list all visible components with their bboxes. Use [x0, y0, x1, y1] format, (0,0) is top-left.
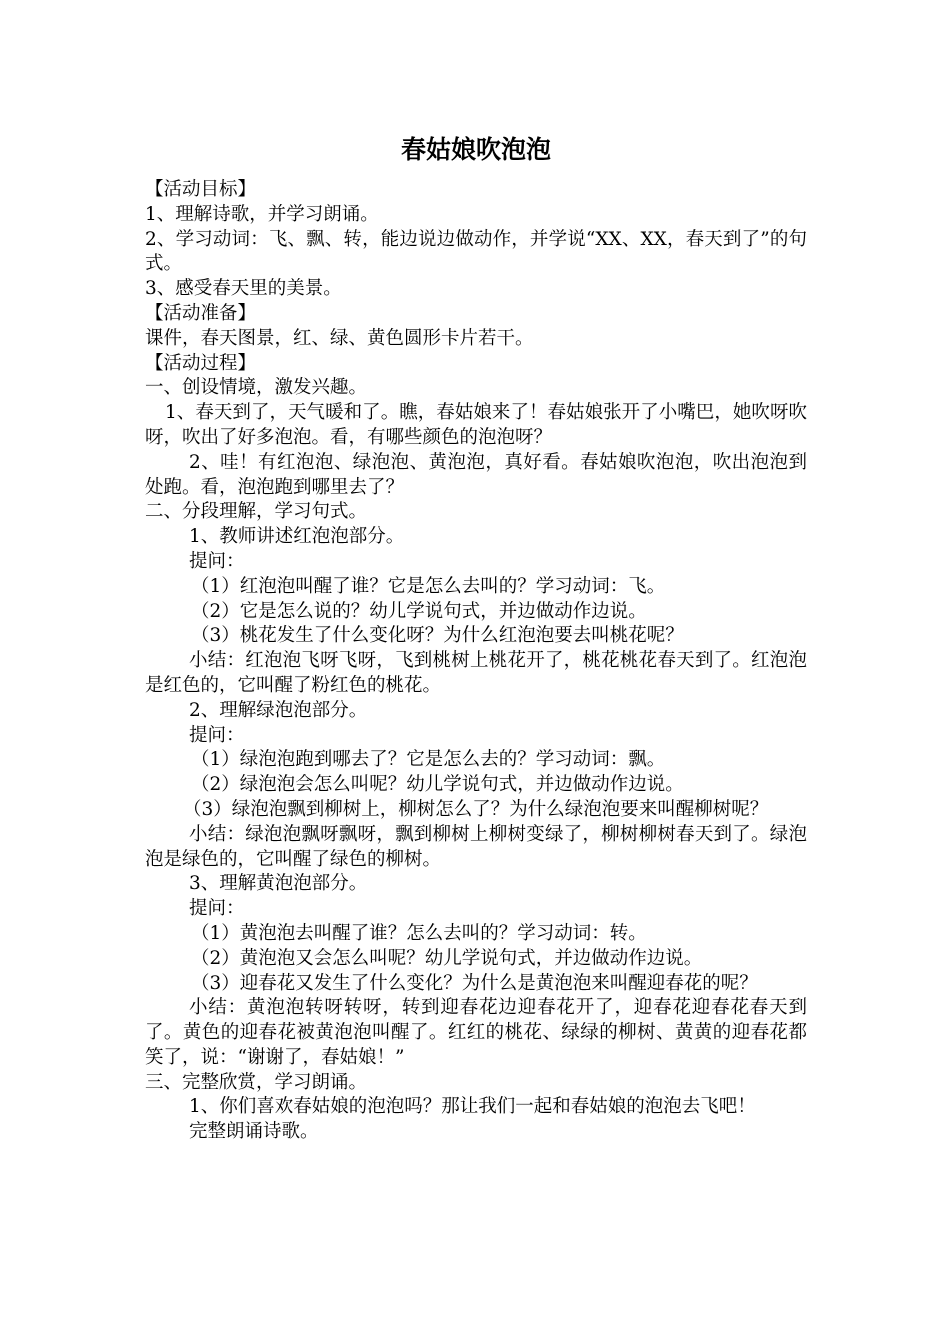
paragraph: 提问：	[189, 898, 245, 920]
paragraph: 二、分段理解，学习句式。	[145, 501, 368, 523]
paragraph: 3、感受春天里的美景。	[145, 278, 342, 300]
paragraph: （1）红泡泡叫醒了谁？它是怎么去叫的？学习动词：飞。	[191, 575, 666, 597]
document-title: 春姑娘吹泡泡	[400, 135, 551, 164]
paragraph: 课件，春天图景，红、绿、黄色圆形卡片若干。	[145, 327, 534, 349]
paragraph: （1）绿泡泡跑到哪去了？它是怎么去的？学习动词：飘。	[191, 749, 666, 771]
paragraph: 完整朗诵诗歌。	[189, 1121, 319, 1143]
paragraph: 【活动过程】	[145, 352, 257, 374]
paragraph: 【活动准备】	[145, 302, 257, 324]
paragraph: 三、完整欣赏，学习朗诵。	[145, 1071, 368, 1093]
paragraph: （3）桃花发生了什么变化呀？为什么红泡泡要去叫桃花呢？	[191, 625, 684, 647]
paragraph: 小结：红泡泡飞呀飞呀，飞到桃树上桃花开了，桃花桃花春天到了。红泡泡是红色的，它叫醒了粉红色的桃花。	[145, 650, 807, 696]
paragraph: 2、理解绿泡泡部分。	[189, 699, 368, 721]
paragraph: 小结：黄泡泡转呀转呀，转到迎春花边迎春花开了，迎春花迎春花春天到了。黄色的迎春花被黄泡泡叫醒了。红红的桃花、绿绿的柳树、黄黄的迎春花都笑了，说：“谢谢了，春姑娘！”	[145, 997, 807, 1068]
paragraph: 1、理解诗歌，并学习朗诵。	[145, 203, 379, 225]
paragraph: （2）黄泡泡又会怎么叫呢？幼儿学说句式，并边做动作边说。	[191, 947, 703, 969]
document-page	[145, 128, 807, 1145]
paragraph: （1）黄泡泡去叫醒了谁？怎么去叫的？学习动词：转。	[191, 922, 647, 944]
paragraph: 小结：绿泡泡飘呀飘呀，飘到柳树上柳树变绿了，柳树柳树春天到了。绿泡泡是绿色的，它叫醒了绿色的柳树。	[145, 823, 807, 870]
paragraph: 2、哇！有红泡泡、绿泡泡、黄泡泡，真好看。春姑娘吹泡泡，吹出泡泡到处跑。看，泡泡跑到哪里去了？	[145, 451, 807, 498]
paragraph: （2）绿泡泡会怎么叫呢？幼儿学说句式，并边做动作边说。	[191, 774, 684, 796]
paragraph: 提问：	[189, 550, 245, 572]
paragraph: 一、创设情境，激发兴趣。	[145, 377, 368, 399]
paragraph: （2）它是怎么说的？幼儿学说句式，并边做动作边说。	[191, 600, 647, 622]
paragraph: 2、学习动词：飞、飘、转，能边说边做动作，并学说“XX、XX，春天到了”的句式。	[145, 228, 807, 275]
paragraph: 提问：	[189, 724, 245, 746]
paragraph: （3）迎春花又发生了什么变化？为什么是黄泡泡来叫醒迎春花的呢？	[191, 972, 758, 994]
document-body	[145, 178, 807, 1145]
paragraph: 1、教师讲述红泡泡部分。	[189, 526, 405, 548]
paragraph: 1、你们喜欢春姑娘的泡泡吗？那让我们一起和春姑娘的泡泡去飞吧！	[189, 1096, 756, 1118]
paragraph: 3、理解黄泡泡部分。	[189, 873, 368, 895]
paragraph: 1、春天到了，天气暖和了。瞧，春姑娘来了！春姑娘张开了小嘴巴，她吹呀吹呀，吹出了好多泡泡。看，有哪些颜色的泡泡呀？	[145, 402, 807, 448]
paragraph: 【活动目标】	[145, 179, 257, 200]
paragraph: （3）绿泡泡飘到柳树上，柳树怎么了？为什么绿泡泡要来叫醒柳树呢？	[183, 798, 769, 820]
